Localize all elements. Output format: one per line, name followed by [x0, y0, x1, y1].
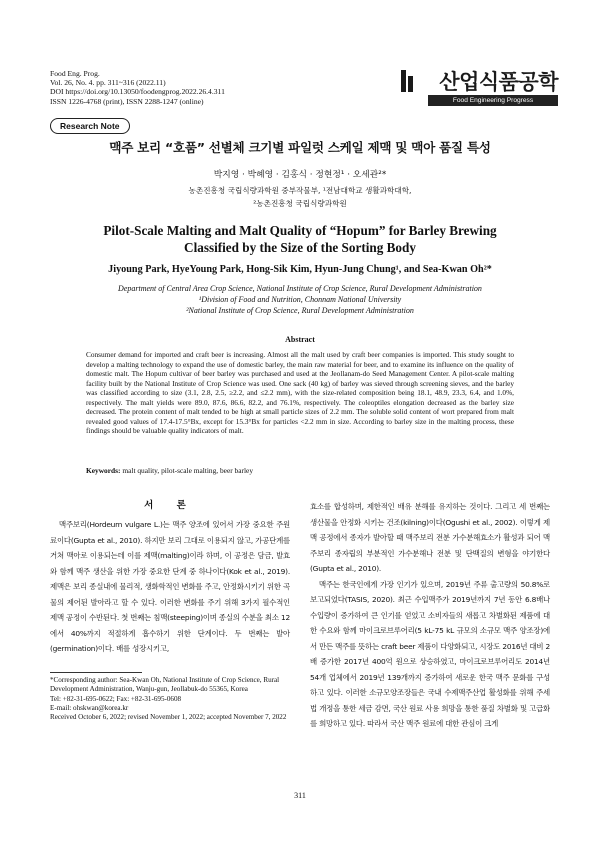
page-number: 311: [294, 791, 306, 800]
logo-english-text: Food Engineering Progress: [428, 95, 558, 106]
intro-paragraph-2: 맥주는 한국인에게 가장 인기가 있으며, 2019년 주류 출고량의 50.8%로 보고되었다(TASIS, 2020). 최근 수입맥주가 2019년까지 7년 동안 6.8배나 수입량이 증가하여 큰 인기를 얻었고 소비자들의 새롭고 차별화된 제품에 대한 수요와 함께 마이크로브루어리(5 kL-75 kL 규모의 소규모 맥주 양조장)에서 만든 맥주를 뜻하는 craft beer 제품이 다양화되고, 시장도 2016년 대비 2배 증가한 2017년 400억 원으로 상승하였고, 마이크로브루어리도 2014년 54개 업체에서 2019년 139개까지 증가하여 새로운 한국 맥주 문화를 구성하고 있다. 이러한 소규모양조장들은 국내 수제맥주산업 활성화를 위해 주세법 개정을 통한 세금 감면, 국산 원료 사용 희망을 통한 품질 차별화 및 고급화를 희망하고 있다. 따라서 국산 맥주 원료에 대한 관심이 크게: [310, 579, 550, 728]
journal-doi: DOI https://doi.org/10.13050/foodengprog.2022.26.4.311: [50, 87, 225, 97]
footnote-divider: [50, 672, 142, 673]
english-authors: Jiyoung Park, HyeYoung Park, Hong-Sik Kim, Hyun-Jung Chung¹, and Sea-Kwan Oh²*: [108, 264, 492, 275]
journal-issn: ISSN 1226-4768 (print), ISSN 2288-1247 (online): [50, 96, 204, 106]
korean-affiliation-1: 농촌진흥청 국립식량과학원 중부작물부, ¹전남대학교 생활과학대학,: [188, 186, 412, 195]
keywords: [86, 466, 514, 475]
korean-affiliation-2: ²농촌진흥청 국립식량과학원: [253, 199, 347, 208]
abstract-heading: Abstract: [285, 335, 315, 344]
journal-name: Food Eng. Prog.: [50, 69, 100, 78]
korean-authors: 박지영 · 박혜영 · 김홍식 · 정현정¹ · 오세관²*: [213, 170, 387, 180]
english-affiliation-1: Department of Central Area Crop Science, National Institute of Crop Science, Rural Development Administration: [118, 284, 482, 293]
left-column: [50, 499, 290, 657]
journal-logo: [393, 66, 558, 110]
korean-title: 맥주 보리 “호품” 선별체 크기별 파일럿 스케일 제맥 및 맥아 품질 특성: [109, 140, 491, 155]
contact-phone: Tel: +82-31-695-0622; Fax: +82-31-695-0608: [50, 694, 182, 703]
english-title: [50, 222, 550, 256]
keywords-label: Keywords:: [86, 466, 121, 475]
english-affiliation-3: ²National Institute of Crop Science, Rural Development Administration: [186, 306, 414, 315]
right-column: [310, 499, 550, 732]
intro-paragraph-1: 맥주보리(Hordeum vulgare L.)는 맥주 양조에 있어서 가장 중요한 주원료이다(Gupta et al., 2010). 하지만 보리 그대로 이용되지 않고, 가공단계를 거쳐 맥아로 이용되는데 이를 제맥(malting)이라 하며, 이 공정은 담금, 발효와 함께 맥주 생산을 위한 가장 중요한 단계 중 하나이다(Kok et al., 2019). 제맥은 보리 종실내에 물리적, 생화학적인 변화를 주고, 안정화시키기 위한 곡물의 제어된 발아라고 할 수 있다. 이러한 변화를 주기 위해 3가지 필수적인 제맥 공정이 수반된다. 첫 번째는 침맥(steeping)이며 종실의 수분을 최소 12에서 40%까지 적절하게 흡수하기 위한 단계이다. 두 번째는 발아(germination)이다. 배를 성장시키고,: [50, 520, 290, 653]
english-title-line-1: Pilot-Scale Malting and Malt Quality of “Hopum” for Barley Brewing: [103, 223, 497, 238]
logo-korean-text: 산업식품공학: [439, 70, 558, 94]
intro-paragraph-1-cont: 효소를 합성하며, 제한적인 배유 분해를 유지하는 것이다. 그리고 세 번째는 생산물을 안정화 시키는 건조(kilning)이다(Ogushi et al., 2002). 이렇게 제맥 공정에서 종자가 발아할 때 맥주보리 전분 가수분해효소가 활성과 되어 맥주보리 종자립의 부분적인 가수분해나 전분 및 단백질의 변형을 야기한다(Gupta et al., 2010).: [310, 502, 550, 573]
journal-meta: [50, 69, 225, 106]
contact-email: E-mail: ohskwan@korea.kr: [50, 703, 129, 712]
received-dates: Received October 6, 2022; revised November 1, 2022; accepted November 7, 2022: [50, 713, 287, 722]
abstract-text: Consumer demand for imported and craft beer is increasing. Almost all the malt used by craft beer companies is imported. This study sought to develop a malting technology to expand the use of domestic barley, the main raw material for beer, and to examine its influence on the quality of domestic malt. The Hopum cultivar of beer barley was purchased and used at the Jeollanam-do Seed Management Center. A pilot-scale malting facility built by the National Institute of Crop Science was used. One sack (40 kg) of barley was sieved through screening sieves, and the barley was classified according to size (3.1, 2.8, 2.5, ≥2.2, and ≤2.2 mm), with the size-related composition being 18.1, 48.9, 23.3, 6.4, and 1.0%, respectively. The malt yields were 89.0, 87.6, 86.6, 82.2, and 76.1%, respectively. The coleoptiles elongation decreased as the barley size decreased. The protein content of malt tended to be high at small particle sizes of 2.2 mm. The soluble solid content of wort prepared from malt revealed good values of 17.4-17.5°Bx, except for 15.3°Bx for particles <2.2 mm in size. According to barley size in the malting process, these findings should be valuable quality indicators of malt.: [86, 350, 514, 436]
intro-heading: 서 론: [144, 500, 196, 511]
english-affiliation-2: ¹Division of Food and Nutrition, Chonnam National University: [198, 295, 402, 304]
footnote: [50, 676, 290, 722]
corresponding-author: *Corresponding author: Sea-Kwan Oh, National Institute of Crop Science, Rural Development Administration, Wanju-gun, Jeollabuk-do 55365, Korea: [50, 676, 280, 694]
logo-mark-icon: [399, 68, 417, 94]
journal-volume: Vol. 26, No. 4. pp. 311~316 (2022.11): [50, 78, 166, 88]
article-type-badge: Research Note: [50, 118, 130, 134]
english-title-line-2: Classified by the Size of the Sorting Body: [184, 240, 416, 255]
keywords-value: malt quality, pilot-scale malting, beer barley: [122, 466, 254, 475]
